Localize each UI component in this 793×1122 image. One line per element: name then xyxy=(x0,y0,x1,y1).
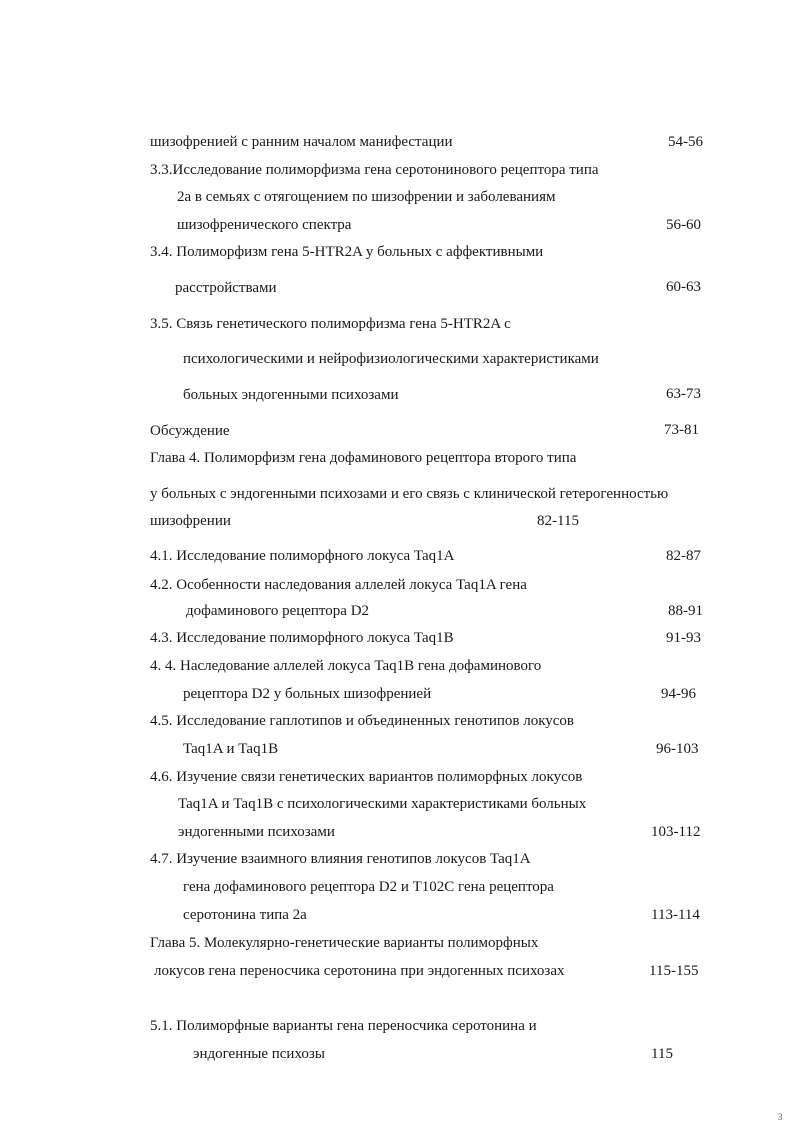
toc-line: шизофрении xyxy=(150,513,231,529)
toc-line: 3.4. Полиморфизм гена 5-HTR2A у больных с аффективными xyxy=(150,244,544,260)
toc-line: 4.7. Изучение взаимного влияния генотипов локусов Taq1A xyxy=(150,851,531,867)
toc-line: 4.2. Особенности наследования аллелей локуса Taq1A гена xyxy=(150,577,527,593)
toc-line: серотонина типа 2а xyxy=(183,907,307,923)
toc-page-number: 60-63 xyxy=(666,279,701,295)
toc-line: 3.3.Исследование полиморфизма гена серотонинового рецептора типа xyxy=(150,162,599,178)
toc-line: Taq1A и Taq1B xyxy=(183,741,279,757)
toc-page-number: 103-112 xyxy=(651,824,701,840)
toc-line: 5.1. Полиморфные варианты гена переносчика серотонина и xyxy=(150,1018,537,1034)
toc-line: Глава 5. Молекулярно-генетические варианты полиморфных xyxy=(150,935,539,951)
toc-page-number: 115-155 xyxy=(649,963,699,979)
toc-line: дофаминового рецептора D2 xyxy=(186,603,370,619)
toc-line: Taq1A и Taq1B с психологическими характеристиками больных xyxy=(178,796,587,812)
toc-line: шизофренией с ранним началом манифестации xyxy=(150,134,453,150)
toc-page-number: 54-56 xyxy=(668,134,703,150)
toc-page-number: 73-81 xyxy=(664,422,699,438)
toc-line: гена дофаминового рецептора D2 и T102C гена рецептора xyxy=(183,879,554,895)
toc-page-number: 88-91 xyxy=(668,603,703,619)
toc-page-number: 56-60 xyxy=(666,217,701,233)
toc-line: эндогенные психозы xyxy=(193,1046,325,1062)
toc-line: у больных с эндогенными психозами и его связь с клинической гетерогенностью xyxy=(150,486,669,502)
toc-line: 4. 4. Наследование аллелей локуса Taq1B гена дофаминового xyxy=(150,658,542,674)
toc-line: 4.1. Исследование полиморфного локуса Taq1A xyxy=(150,548,455,564)
toc-page-number: 115 xyxy=(651,1046,673,1062)
toc-page-number: 82-115 xyxy=(537,513,579,529)
toc-line: 4.5. Исследование гаплотипов и объединенных генотипов локусов xyxy=(150,713,575,729)
toc-line: эндогенными психозами xyxy=(178,824,335,840)
toc-page-number: 94-96 xyxy=(661,686,696,702)
toc-line: больных эндогенными психозами xyxy=(183,387,399,403)
toc-line: психологическими и нейрофизиологическими характеристиками xyxy=(183,351,599,367)
toc-line: Глава 4. Полиморфизм гена дофаминового рецептора второго типа xyxy=(150,450,577,466)
toc-line: локусов гена переносчика серотонина при эндогенных психозах xyxy=(154,963,565,979)
toc-page-number: 82-87 xyxy=(666,548,701,564)
toc-page-number: 63-73 xyxy=(666,386,701,402)
toc-line: Обсуждение xyxy=(150,423,230,439)
toc-line: 3.5. Связь генетического полиморфизма гена 5-HTR2A с xyxy=(150,316,511,332)
page-number: 3 xyxy=(778,1112,783,1122)
toc-line: шизофренического спектра xyxy=(177,217,352,233)
toc-line: 4.3. Исследование полиморфного локуса Taq1B xyxy=(150,630,454,646)
toc-page-number: 96-103 xyxy=(656,741,699,757)
toc-line: расстройствами xyxy=(175,280,277,296)
toc-line: 2а в семьях с отягощением по шизофрении и заболеваниям xyxy=(177,189,556,205)
toc-page-number: 91-93 xyxy=(666,630,701,646)
toc-line: рецептора D2 у больных шизофренией xyxy=(183,686,432,702)
toc-line: 4.6. Изучение связи генетических вариантов полиморфных локусов xyxy=(150,769,583,785)
toc-page-number: 113-114 xyxy=(651,907,700,923)
